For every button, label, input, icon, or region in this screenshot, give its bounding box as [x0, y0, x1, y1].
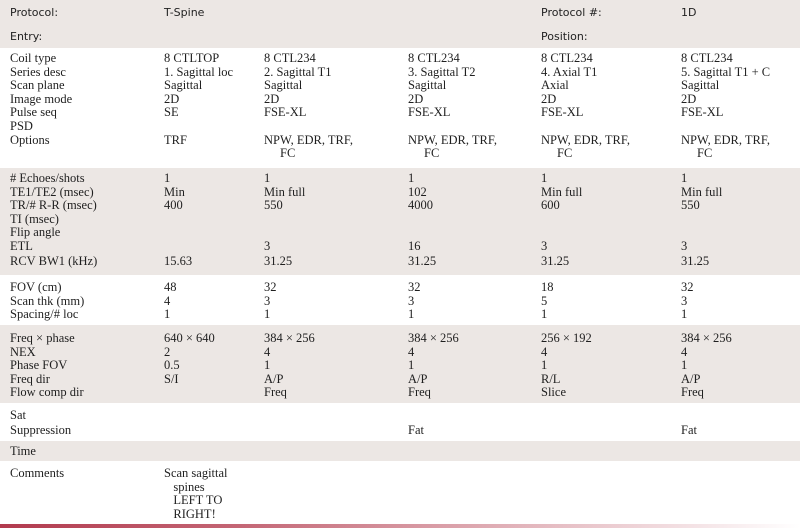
- row-nex: [0, 346, 800, 360]
- cell: 3: [264, 239, 271, 253]
- cell: 31.25: [681, 254, 710, 268]
- cell: Sagittal: [408, 78, 447, 93]
- cell: 3: [681, 293, 688, 308]
- cell: 4: [681, 344, 688, 359]
- cell: A/P: [681, 371, 701, 386]
- cell: A/P: [408, 371, 428, 386]
- cell: 4: [164, 293, 171, 308]
- cell: Min: [164, 184, 185, 199]
- row-label: ETL: [10, 239, 33, 253]
- cell: 31.25: [264, 254, 293, 268]
- cell: Axial: [541, 78, 569, 93]
- position-label: Position:: [541, 30, 588, 43]
- protocol-label: Protocol:: [10, 6, 59, 19]
- bottom-accent-bar: [0, 524, 800, 528]
- row-etl: [0, 240, 800, 254]
- cell: NPW, EDR, TRF,: [264, 132, 353, 147]
- row-label: Suppression: [10, 423, 72, 437]
- cell: 8 CTLTOP: [164, 51, 220, 65]
- cell: 1: [541, 358, 548, 373]
- row-label: Image mode: [10, 91, 73, 106]
- cell: 1: [164, 307, 171, 322]
- cell: 2. Sagittal T1: [264, 64, 332, 79]
- cell: 32: [264, 280, 277, 294]
- cell: 18: [541, 280, 554, 294]
- row-scan-thk: [0, 295, 800, 309]
- cell: Fat: [408, 423, 424, 437]
- row-fov: [0, 281, 800, 295]
- row-label: Coil type: [10, 51, 57, 65]
- cell: 15.63: [164, 254, 193, 268]
- row-suppression: [0, 424, 800, 438]
- cell: 1: [408, 171, 415, 185]
- row-label: NEX: [10, 344, 36, 359]
- row-phase-fov: [0, 359, 800, 373]
- cell: 1: [408, 358, 415, 373]
- row-label: Scan plane: [10, 78, 65, 93]
- cell: FSE-XL: [408, 105, 451, 120]
- cell: 3: [681, 239, 688, 253]
- protocol-number-value: 1D: [681, 6, 697, 19]
- row-label: Freq dir: [10, 371, 50, 386]
- cell: Min full: [681, 184, 723, 199]
- row-label: TI (msec): [10, 211, 59, 226]
- cell: Freq: [681, 385, 704, 400]
- cell: 3: [408, 293, 415, 308]
- header-row-entry: [0, 24, 800, 48]
- cell: 4. Axial T1: [541, 64, 598, 79]
- comments-value: Scan sagittal spines LEFT TO RIGHT!: [164, 466, 228, 521]
- header-row-protocol: [0, 0, 800, 24]
- row-flip-angle: [0, 226, 800, 240]
- cell: NPW, EDR, TRF,: [408, 132, 497, 147]
- cell: A/P: [264, 371, 284, 386]
- row-freq-phase: [0, 332, 800, 346]
- row-time: [0, 441, 800, 461]
- cell: 0.5: [164, 358, 180, 373]
- cell: 8 CTL234: [541, 51, 593, 65]
- cell: 384 × 256: [681, 331, 732, 345]
- cell: 384 × 256: [264, 331, 315, 345]
- row-label: Time: [10, 444, 36, 458]
- row-label: Spacing/# loc: [10, 307, 79, 322]
- cell: 256 × 192: [541, 331, 592, 345]
- cell: 550: [681, 198, 700, 213]
- cell: 4: [408, 344, 415, 359]
- cell: 48: [164, 280, 177, 294]
- cell: Min full: [541, 184, 583, 199]
- cell: Freq: [408, 385, 431, 400]
- cell: 102: [408, 184, 427, 199]
- cell: Freq: [264, 385, 287, 400]
- cell: Sagittal: [264, 78, 303, 93]
- row-options-continued: [0, 147, 800, 161]
- cell: NPW, EDR, TRF,: [681, 132, 770, 147]
- row-label: Options: [10, 132, 50, 147]
- cell: FSE-XL: [264, 105, 307, 120]
- cell: R/L: [541, 371, 561, 386]
- row-sat: [0, 409, 800, 423]
- row-freq-dir: [0, 373, 800, 387]
- cell: 5: [541, 293, 548, 308]
- row-label: # Echoes/shots: [10, 171, 85, 185]
- cell: Sagittal: [681, 78, 720, 93]
- cell: SE: [164, 105, 179, 120]
- cell: FC: [424, 146, 440, 161]
- cell: 550: [264, 198, 283, 213]
- cell: 1: [264, 171, 271, 185]
- protocol-value: T-Spine: [164, 6, 205, 19]
- row-scan-plane: [0, 79, 800, 93]
- row-label: Sat: [10, 408, 26, 422]
- cell: 2: [164, 344, 171, 359]
- cell: 31.25: [541, 254, 570, 268]
- row-coil-type: [0, 52, 800, 66]
- row-pulse-seq: [0, 106, 800, 120]
- entry-label: Entry:: [10, 30, 43, 43]
- comments-label: Comments: [10, 466, 65, 480]
- cell: TRF: [164, 132, 187, 147]
- cell: 640 × 640: [164, 331, 215, 345]
- row-label: TR/# R-R (msec): [10, 198, 97, 213]
- row-te: [0, 186, 800, 200]
- cell: 3: [541, 239, 548, 253]
- cell: 1: [681, 358, 688, 373]
- cell: 32: [408, 280, 421, 294]
- cell: FC: [697, 146, 713, 161]
- cell: FC: [557, 146, 573, 161]
- cell: 2D: [408, 91, 424, 106]
- cell: 32: [681, 280, 694, 294]
- cell: 1: [541, 307, 548, 322]
- row-spacing: [0, 308, 800, 322]
- cell: 8 CTL234: [264, 51, 316, 65]
- row-series-desc: [0, 66, 800, 80]
- cell: 1: [264, 358, 271, 373]
- cell: 600: [541, 198, 560, 213]
- cell: 384 × 256: [408, 331, 459, 345]
- row-label: RCV BW1 (kHz): [10, 254, 98, 268]
- cell: 1: [408, 307, 415, 322]
- cell: Min full: [264, 184, 306, 199]
- cell: 8 CTL234: [681, 51, 733, 65]
- cell: 16: [408, 239, 421, 253]
- cell: 4: [264, 344, 271, 359]
- cell: 2D: [681, 91, 697, 106]
- cell: 1. Sagittal loc: [164, 64, 234, 79]
- protocol-number-label: Protocol #:: [541, 6, 602, 19]
- cell: 1: [541, 171, 548, 185]
- row-label: Pulse seq: [10, 105, 57, 120]
- row-label: TE1/TE2 (msec): [10, 184, 94, 199]
- cell: FSE-XL: [681, 105, 724, 120]
- cell: Fat: [681, 423, 697, 437]
- cell: 31.25: [408, 254, 437, 268]
- cell: S/I: [164, 371, 179, 386]
- row-label: Flow comp dir: [10, 385, 84, 400]
- cell: 1: [681, 307, 688, 322]
- cell: 4: [541, 344, 548, 359]
- row-options: [0, 134, 800, 148]
- cell: 2D: [164, 91, 180, 106]
- row-label: Phase FOV: [10, 358, 68, 373]
- cell: 5. Sagittal T1 + C: [681, 64, 771, 79]
- row-label: Freq × phase: [10, 331, 75, 345]
- row-label: Series desc: [10, 64, 66, 79]
- cell: 3. Sagittal T2: [408, 64, 476, 79]
- row-tr: [0, 199, 800, 213]
- cell: 400: [164, 198, 183, 213]
- row-psd: [0, 120, 800, 134]
- cell: FSE-XL: [541, 105, 584, 120]
- row-label: Flip angle: [10, 225, 61, 240]
- cell: Sagittal: [164, 78, 203, 93]
- cell: 4000: [408, 198, 433, 213]
- cell: 1: [264, 307, 271, 322]
- cell: 1: [164, 171, 171, 185]
- cell: Slice: [541, 385, 566, 400]
- row-label: FOV (cm): [10, 280, 62, 294]
- row-echoes: [0, 172, 800, 186]
- cell: 8 CTL234: [408, 51, 460, 65]
- row-rcv-bw: [0, 255, 800, 269]
- row-ti: [0, 213, 800, 227]
- cell: 3: [264, 293, 271, 308]
- cell: 2D: [541, 91, 557, 106]
- row-flow-comp: [0, 386, 800, 400]
- cell: 1: [681, 171, 688, 185]
- row-label: PSD: [10, 119, 33, 133]
- cell: 2D: [264, 91, 280, 106]
- row-image-mode: [0, 93, 800, 107]
- cell: FC: [280, 146, 296, 161]
- cell: NPW, EDR, TRF,: [541, 132, 630, 147]
- row-label: Scan thk (mm): [10, 293, 85, 308]
